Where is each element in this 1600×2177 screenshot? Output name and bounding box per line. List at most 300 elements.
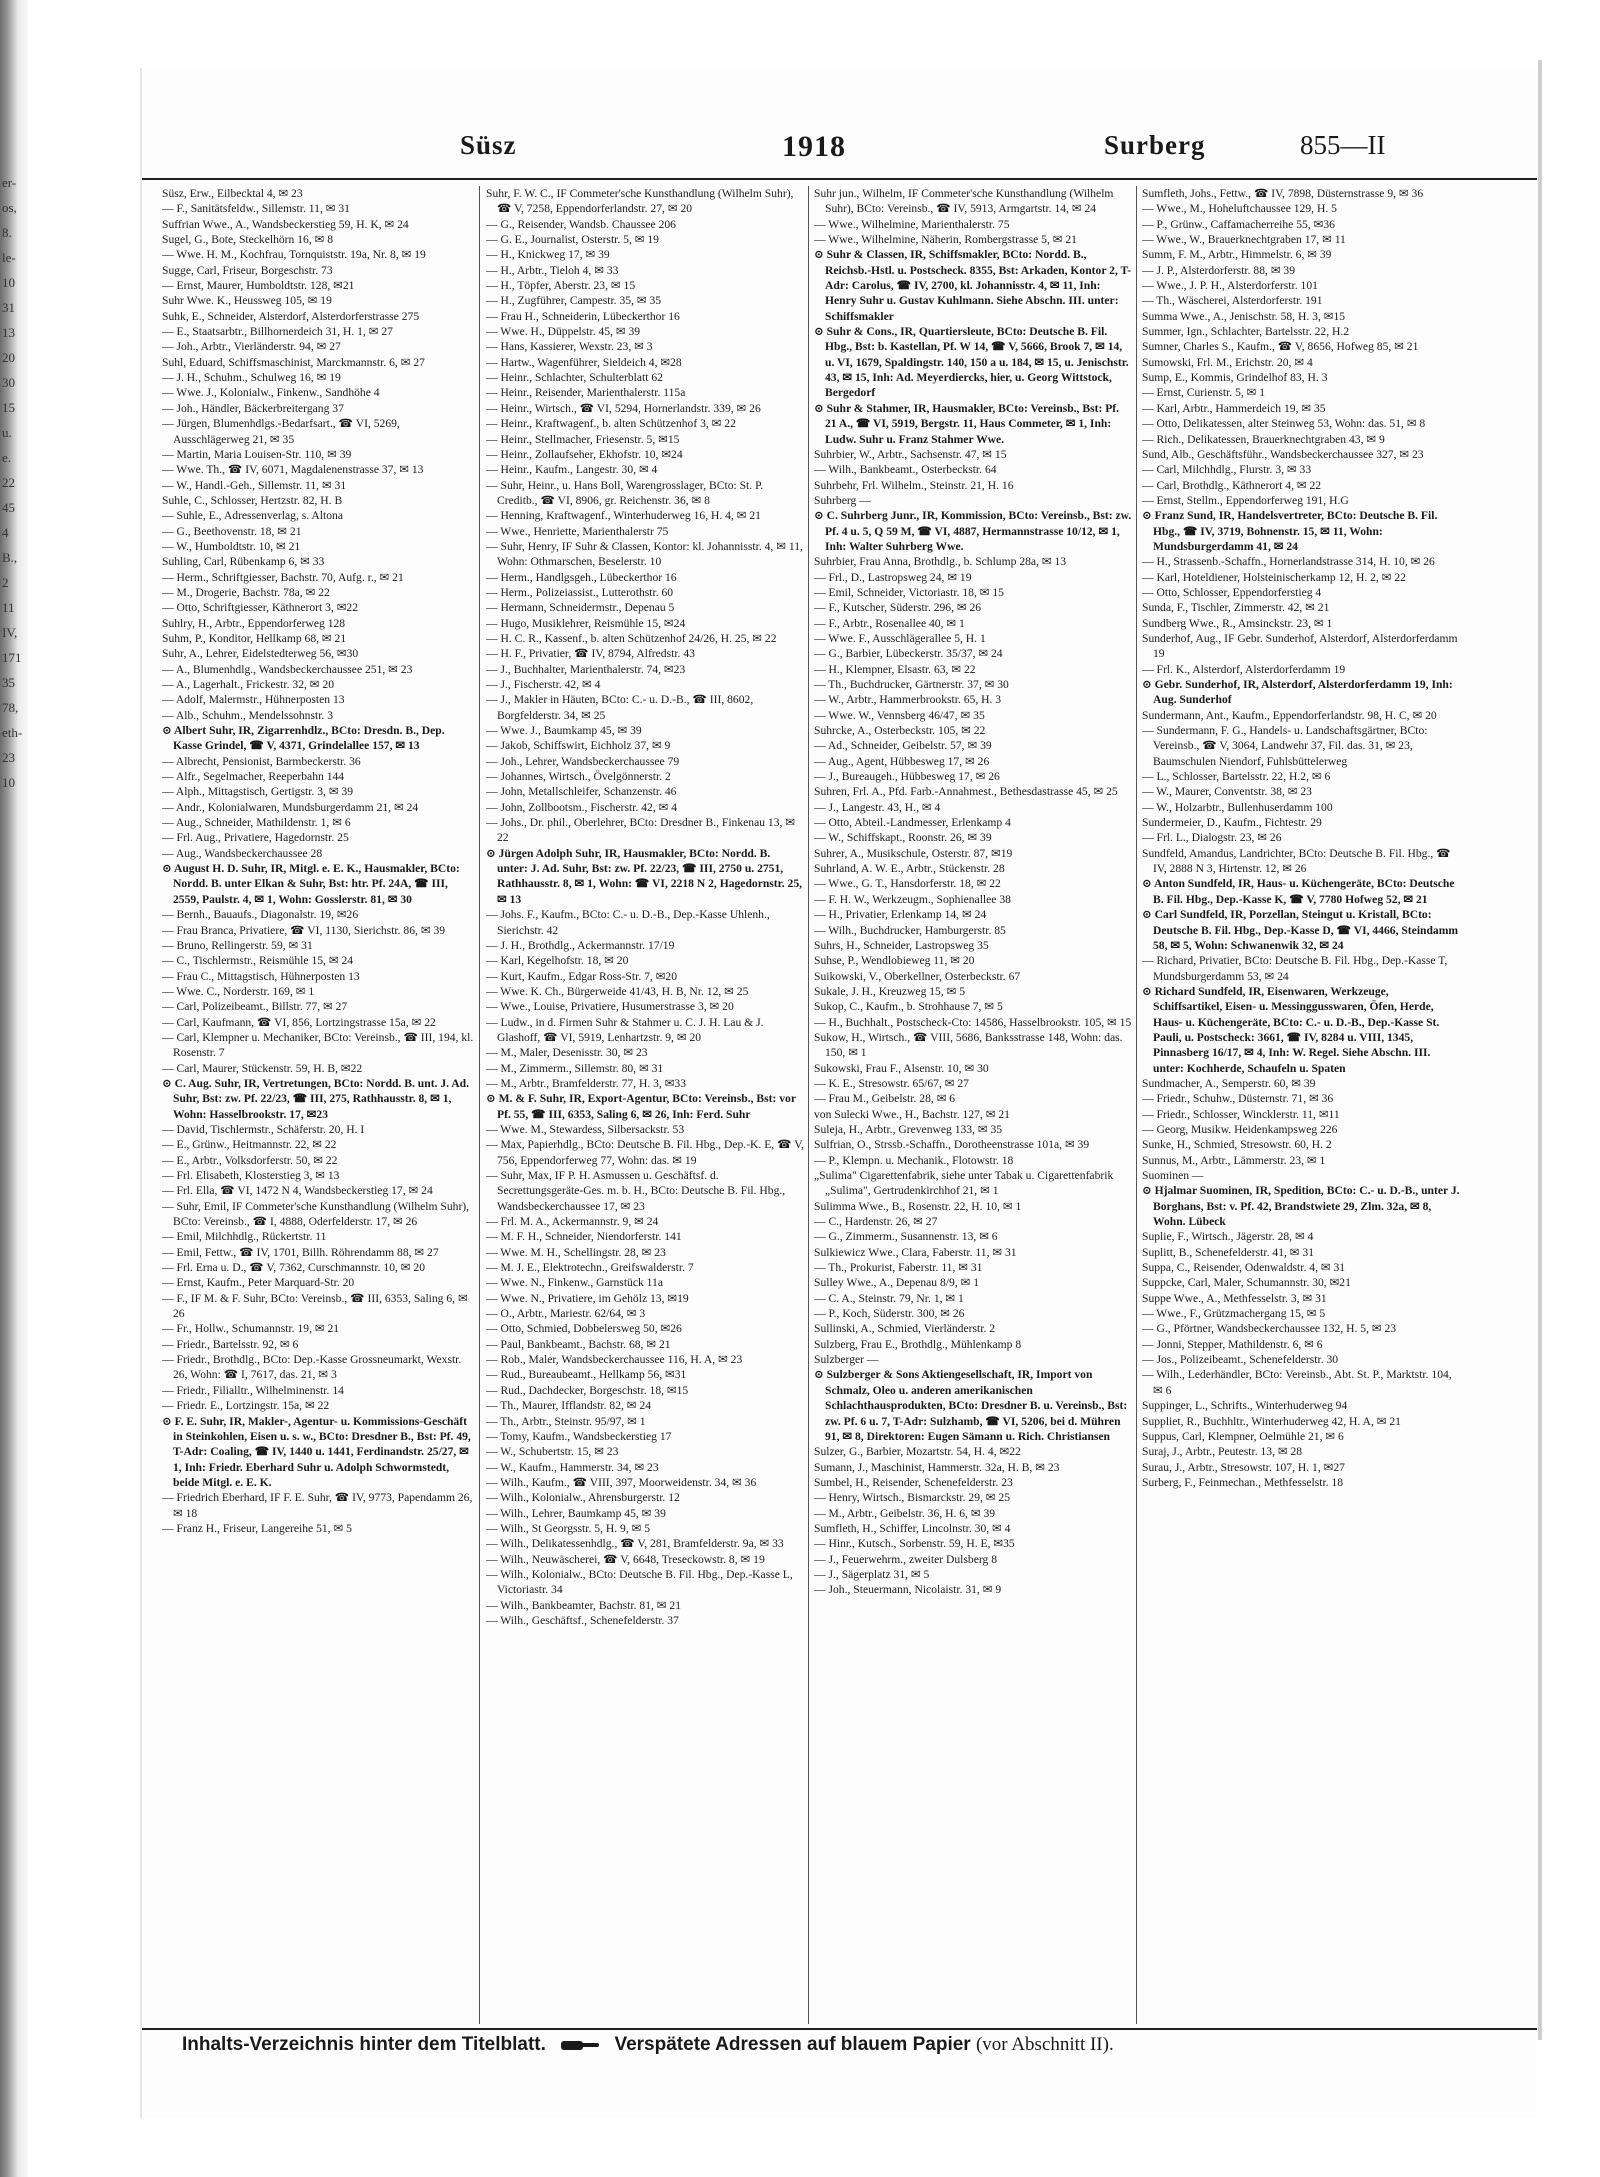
directory-entry: — Otto, Abteil.-Landmesser, Erlenkamp 4: [814, 816, 1011, 830]
directory-entry: — Friedr. E., Lortzingstr. 15a, ✉ 22: [162, 1399, 330, 1413]
directory-entry: — Otto, Delikatessen, alter Steinweg 53, Wohn: das. 51, ✉ 8: [1142, 417, 1426, 431]
directory-entry: — Henning, Kraftwagenf., Winterhuderweg 16, H. 4, ✉ 21: [486, 509, 761, 523]
directory-entry: Sulzberg, Frau E., Brothdlg., Mühlenkamp 8: [814, 1337, 1022, 1351]
directory-entry: ⊙ Anton Sundfeld, IR, Haus- u. Küchengeräte, BCto: Deutsche B. Fil. Hbg., Dep.-Kasse K, ☎ V, 7780 Hofweg 52, ✉ 21: [1142, 877, 1455, 906]
directory-entry: — Alb., Schuhm., Mendelssohnstr. 3: [162, 708, 334, 722]
directory-entry: — Wwe. J., Baumkamp 45, ✉ 39: [486, 724, 642, 738]
directory-entry: — Frau H., Schneiderin, Lübeckerthor 16: [486, 309, 680, 323]
margin-fragment: e.: [2, 450, 12, 465]
directory-entry: — Wwe., M., Hoheluftchaussee 129, H. 5: [1142, 202, 1337, 216]
directory-entry: — W., Arbtr., Hammerbrookstr. 65, H. 3: [814, 693, 1002, 707]
margin-fragment: 78,: [2, 700, 19, 715]
footer-index-note: Inhalts-Verzeichnis hinter dem Titelblatt.: [182, 2034, 546, 2055]
directory-entry: — Otto, Schlosser, Eppendorferstieg 4: [1142, 585, 1322, 599]
directory-entry: „Sulima" Cigarettenfabrik, siehe unter Tabak u. Cigarettenfabrik „Sulima", Gertrudenkirchhof 21, ✉ 1: [814, 1169, 1114, 1198]
directory-entry: — Rud., Bureaubeamt., Hellkamp 56, ✉31: [486, 1368, 687, 1382]
directory-entry: Sulley Wwe., A., Depenau 8/9, ✉ 1: [814, 1276, 980, 1290]
directory-entry: — Joh., Arbtr., Vierländerstr. 94, ✉ 27: [162, 340, 341, 354]
directory-entry: — H., Strassenb.-Schaffn., Hornerlandstrasse 314, H. 10, ✉ 26: [1142, 555, 1435, 569]
directory-entry: Suhrcke, A., Osterbeckstr. 105, ✉ 22: [814, 724, 986, 738]
directory-entry: — L., Schlosser, Bartelsstr. 22, H.2, ✉ 6: [1142, 770, 1331, 784]
directory-entry: — Frau C., Mittagstisch, Hühnerposten 13: [162, 969, 360, 983]
directory-entry: — F., Arbtr., Rosenallee 40, ✉ 1: [814, 616, 965, 630]
directory-entry: — G., Pförtner, Wandsbeckerchaussee 132, H. 5, ✉ 23: [1142, 1322, 1397, 1336]
directory-entry: — P., Koch, Süderstr. 300, ✉ 26: [814, 1307, 965, 1321]
directory-entry: — Adolf, Malermstr., Hühnerposten 13: [162, 693, 345, 707]
directory-entry: Sulzberger —: [814, 1353, 879, 1367]
directory-entry: — C. A., Steinstr. 79, Nr. 1, ✉ 1: [814, 1291, 964, 1305]
directory-entry: — Carl, Milchhdlg., Flurstr. 3, ✉ 33: [1142, 463, 1312, 477]
directory-entry: — Suhle, E., Adressenverlag, s. Altona: [162, 509, 343, 523]
directory-entry: — Jonni, Stepper, Mathildenstr. 6, ✉ 6: [1142, 1337, 1323, 1351]
directory-entry: Suffrian Wwe., A., Wandsbeckerstieg 59, H. K, ✉ 24: [162, 217, 409, 231]
directory-entry: — Jürgen, Blumenhdlgs.-Bedarfsart., ☎ VI, 5269, Ausschlägerweg 21, ✉ 35: [162, 417, 400, 446]
directory-entry: — M. J. E., Elektrotechn., Greifswalderstr. 7: [486, 1261, 694, 1275]
margin-fragment: 23: [2, 750, 15, 765]
directory-entry: — Carl, Polizeibeamt., Billstr. 77, ✉ 27: [162, 1000, 348, 1014]
directory-entry: — E., Arbtr., Volksdorferstr. 50, ✉ 22: [162, 1153, 338, 1167]
directory-entry: — J., Buchhalter, Marienthalerstr. 74, ✉23: [486, 662, 686, 676]
directory-entry: Sunda, F., Tischler, Zimmerstr. 42, ✉ 21: [1142, 601, 1330, 615]
directory-entry: — J., Feuerwehrm., zweiter Dulsberg 8: [814, 1552, 997, 1566]
column-4: [1142, 186, 1460, 2024]
directory-entry: Sukowski, Frau F., Alsenstr. 10, ✉ 30: [814, 1061, 989, 1075]
directory-entry: — Frau Branca, Privatiere, ☎ VI, 1130, Sierichstr. 86, ✉ 39: [162, 923, 446, 937]
directory-entry: Suhrbier, W., Arbtr., Sachsenstr. 47, ✉ 15: [814, 447, 1007, 461]
margin-fragment: u.: [2, 425, 12, 440]
directory-entry: ⊙ C. Aug. Suhr, IR, Vertretungen, BCto: Nordd. B. unt. J. Ad. Suhr, Bst: zw. Pf. 22/23, ☎ III, 275, Rathhausstr. 8, ✉ 1, Wohn: Hasselbrookstr. 17, ✉23: [162, 1076, 470, 1121]
directory-entry: — Ludw., in d. Firmen Suhr & Stahmer u. C. J. H. Lau & J. Glashoff, ☎ VI, 5919, Lenhartzstr. 9, ✉ 20: [486, 1015, 764, 1044]
directory-entry: — C., Tischlermstr., Reismühle 15, ✉ 24: [162, 954, 354, 968]
directory-entry: ⊙ Suhr & Classen, IR, Schiffsmakler, BCto: Nordd. B., Reichsb.-Hstl. u. Postscheck. 8355, Bst: Arkaden, Kontor 2, T-Adr: Carolus, ☎ IV, 2700, kl. Johannisstr. 4, ✉ 11, Inh: Henry Suhr u. Gustav Kuhlmann. Siehe Abschn. III. unter: Schiffsmakler: [814, 248, 1132, 323]
directory-entry: — Carl, Maurer, Stückenstr. 59, H. B, ✉22: [162, 1061, 363, 1075]
directory-entry: — Rob., Maler, Wandsbeckerchaussee 116, H. A, ✉ 23: [486, 1353, 743, 1367]
directory-entry: — E., Grünw., Heitmannstr. 22, ✉ 22: [162, 1138, 337, 1152]
directory-entry: — J., Fischerstr. 42, ✉ 4: [486, 678, 601, 691]
directory-entry: Sund, Alb., Geschäftsführ., Wandsbeckerchaussee 327, ✉ 23: [1142, 447, 1424, 461]
directory-entry: — Hinr., Kutsch., Sorbenstr. 59, H. E, ✉35: [814, 1537, 1015, 1551]
directory-entry: — Rich., Delikatessen, Brauerknechtgraben 43, ✉ 9: [1142, 432, 1385, 446]
directory-entry: ⊙ Suhr & Cons., IR, Quartiersleute, BCto: Deutsche B. Fil. Hbg., Bst: b. Kastellan, Pf. W 14, ☎ V, 5666, Brook 7, ✉ 14, u. VI, 1679, Spaldingstr. 140, 150 a u. 184, ✉ 15, u. Jenischstr. 43, ✉ 15, Inh: Ad. Meyerdiercks, hier, u. Georg Wittstock, Bergedorf: [814, 325, 1129, 400]
directory-entry: — Tomy, Kaufm., Wandsbeckerstieg 17: [486, 1429, 672, 1443]
directory-entry: Sumner, Charles S., Kaufm., ☎ V, 8656, Hofweg 85, ✉ 21: [1142, 340, 1419, 354]
directory-entry: Suleja, H., Arbtr., Grevenweg 133, ✉ 35: [814, 1122, 1003, 1136]
directory-entry: — Hartw., Wagenführer, Sieldeich 4, ✉28: [486, 355, 682, 369]
directory-entry: — Karl, Kegelhofstr. 18, ✉ 20: [486, 954, 629, 968]
directory-entry: Sundermeier, D., Kaufm., Fichtestr. 29: [1142, 816, 1322, 830]
directory-entry: ⊙ Sulzberger & Sons Aktiengesellschaft, IR, Import von Schmalz, Oleo u. anderen amerikanischen Schlachthausprodukten, BCto: Dresdner B. u. Vereinsb., Bst: zw. Pf. 6 u. 7, T-Adr: Sulzhamb, ☎ VI, 5206, bei d. Mühren 91, ✉ 8, Direktoren: Eugen Sämann u. Rich. Christiansen: [814, 1368, 1128, 1443]
directory-entry: — F. H. W., Werkzeugm., Sophienallee 38: [814, 892, 1011, 906]
column-divider: [808, 186, 809, 2024]
directory-entry: — K. E., Stresowstr. 65/67, ✉ 27: [814, 1076, 969, 1090]
directory-entry: — Ernst, Curienstr. 5, ✉ 1: [1142, 386, 1266, 400]
directory-entry: Suplitt, B., Schenefelderstr. 41, ✉ 31: [1142, 1245, 1315, 1259]
directory-entry: ⊙ Gebr. Sunderhof, IR, Alsterdorf, Alsterdorferdamm 19, Inh: Aug. Sunderhof: [1142, 678, 1453, 707]
margin-fragment: 11: [2, 600, 15, 615]
directory-entry: — H. F., Privatier, ☎ IV, 8794, Alfredstr. 43: [486, 647, 695, 661]
directory-entry: — Jos., Polizeibeamt., Schenefelderstr. 30: [1142, 1353, 1339, 1367]
margin-fragment: 30: [2, 375, 15, 390]
directory-entry: ⊙ M. & F. Suhr, IR, Export-Agentur, BCto: Vereinsb., Bst: vor Pf. 55, ☎ III, 6353, Saling 6, ✉ 26, Inh: Ferd. Suhr: [486, 1092, 796, 1121]
directory-entry: — Frl. Elisabeth, Klosterstieg 3, ✉ 13: [162, 1169, 340, 1182]
directory-entry: — Wilh., Kolonialw., BCto: Deutsche B. Fil. Hbg., Dep.-Kasse L, Victoriastr. 34: [486, 1567, 793, 1597]
directory-entry: — O., Arbtr., Mariestr. 62/64, ✉ 3: [486, 1307, 646, 1321]
directory-entry: — Georg, Musikw. Heidenkampsweg 226: [1142, 1122, 1338, 1136]
directory-entry: — Carl, Brothdlg., Käthnerort 4, ✉ 22: [1142, 478, 1322, 492]
directory-entry: — W., Holzarbtr., Bullenhuserdamm 100: [1142, 800, 1333, 814]
directory-entry: — Heinr., Schlachter, Schulterblatt 62: [486, 371, 663, 385]
directory-entry: — Ad., Schneider, Geibelstr. 57, ✉ 39: [814, 739, 992, 753]
directory-entry: — Aug., Agent, Hübbesweg 17, ✉ 26: [814, 754, 990, 768]
directory-entry: — Wilh., Delikatessenhdlg., ☎ V, 281, Bramfelderstr. 9a, ✉ 33: [486, 1537, 784, 1551]
directory-entry: — W., Schubertstr. 15, ✉ 23: [486, 1445, 619, 1459]
directory-entry: — Bernh., Bauaufs., Diagonalstr. 19, ✉26: [162, 908, 359, 922]
directory-entry: Suhm, P., Konditor, Hellkamp 68, ✉ 21: [162, 631, 347, 645]
directory-entry: — Friedr., Filialltr., Wilhelminenstr. 14: [162, 1383, 344, 1397]
directory-entry: Sundermann, Ant., Kaufm., Eppendorferlandstr. 98, H. C, ✉ 20: [1142, 708, 1437, 722]
directory-entry: ⊙ Richard Sundfeld, IR, Eisenwaren, Werkzeuge, Schiffsartikel, Eisen- u. Messinggusswaren, Öfen, Herde, Haus- u. Küchengeräte, BCto: C.- u. D.-B., Dep.-Kasse St. Pauli, u. Postscheck: 3661, ☎ IV, 8284 u. VIII, 1345, Pinnasberg 16/17, ✉ 4, Inh: W. Regel. Siehe Abschn. III. unter: Kochherde, Schaufeln u. Spaten: [1142, 984, 1440, 1075]
directory-entry: — Andr., Kolonialwaren, Mundsburgerdamm 21, ✉ 24: [162, 800, 419, 814]
directory-entry: — Ernst, Maurer, Humboldtstr. 128, ✉21: [162, 279, 355, 293]
column-divider: [1136, 186, 1137, 2024]
directory-entry: — H., Privatier, Erlenkamp 14, ✉ 24: [814, 908, 987, 922]
directory-entry: Sumfleth, H., Schiffer, Lincolnstr. 30, ✉ 4: [814, 1521, 1011, 1535]
directory-entry: — Suhr, Emil, IF Commeter'sche Kunsthandlung (Wilhelm Suhr), BCto: Vereinsb., ☎ I, 4888, Oderfelderstr. 17, ✉ 26: [162, 1199, 470, 1229]
directory-page: [140, 68, 1537, 2118]
directory-entry: — H., Klempner, Elsastr. 63, ✉ 22: [814, 662, 976, 676]
directory-entry: — W., Handl.-Geh., Sillemstr. 11, ✉ 31: [162, 478, 347, 492]
directory-entry: — Wwe. J., Kolonialw., Finkenw., Sandhöhe 4: [162, 386, 380, 400]
directory-entry: — F., IF M. & F. Suhr, BCto: Vereinsb., ☎ III, 6353, Saling 6, ✉ 26: [162, 1291, 468, 1321]
margin-fragment: 171: [2, 650, 22, 665]
directory-entry: Suhlry, H., Arbtr., Eppendorferweg 128: [162, 616, 346, 630]
directory-entry: ⊙ Carl Sundfeld, IR, Porzellan, Steingut u. Kristall, BCto: Deutsche B. Fil. Hbg., Dep.-Kasse D, ☎ VI, 4466, Steindamm 58, ✉ 5, Wohn: Schwanenwik 32, ✉ 24: [1142, 908, 1459, 952]
directory-entry: — A., Lagerhalt., Frickestr. 32, ✉ 20: [162, 678, 334, 691]
directory-entry: — Frl. Ella, ☎ VI, 1472 N 4, Wandsbeckerstieg 17, ✉ 24: [162, 1184, 433, 1198]
margin-fragment: 22: [2, 475, 15, 490]
directory-entry: — Herm., Schriftgiesser, Bachstr. 70, Aufg. r., ✉ 21: [162, 570, 404, 584]
margin-fragment: 2: [2, 575, 9, 590]
directory-entry: Suhrer, A., Musikschule, Osterstr. 87, ✉19: [814, 846, 1013, 860]
directory-entry: Sukale, J. H., Kreuzweg 15, ✉ 5: [814, 984, 966, 998]
directory-entry: Summa Wwe., A., Jenischstr. 58, H. 3, ✉15: [1142, 309, 1346, 323]
directory-entry: — J., Langestr. 43, H., ✉ 4: [814, 800, 941, 814]
directory-entry: Suikowski, V., Oberkellner, Osterbeckstr. 67: [814, 969, 1021, 983]
directory-entry: Summer, Ign., Schlachter, Bartelsstr. 22, H.2: [1142, 325, 1350, 339]
directory-entry: — Wwe., Louise, Privatiere, Husumerstrasse 3, ✉ 20: [486, 1000, 734, 1014]
directory-entry: — Heinr., Stellmacher, Friesenstr. 5, ✉15: [486, 432, 680, 446]
footer-rule: [142, 2028, 1537, 2030]
directory-entry: — Ernst, Stellm., Eppendorferweg 191, H.G: [1142, 493, 1349, 507]
directory-entry: Sumowski, Frl. M., Erichstr. 20, ✉ 4: [1142, 355, 1313, 369]
directory-entry: — G., Barbier, Lübeckerstr. 35/37, ✉ 24: [814, 647, 1003, 661]
directory-entry: — M., Maler, Desenisstr. 30, ✉ 23: [486, 1046, 648, 1060]
directory-entry: — Aug., Schneider, Mathildenstr. 1, ✉ 6: [162, 816, 351, 830]
directory-entry: — F., Sanitätsfeldw., Sillemstr. 11, ✉ 31: [162, 202, 350, 216]
margin-fragment: eth-: [2, 725, 23, 740]
directory-entry: — M., Arbtr., Bramfelderstr. 77, H. 3, ✉33: [486, 1076, 687, 1090]
directory-entry: Sulkiewicz Wwe., Clara, Faberstr. 11, ✉ 31: [814, 1245, 1017, 1259]
margin-fragment: 35: [2, 675, 15, 690]
directory-entry: — Friedr., Brothdlg., BCto: Dep.-Kasse Grossneumarkt, Wexstr. 26, Wohn: ☎ I, 7617, das. 21, ✉ 3: [162, 1353, 462, 1382]
directory-entry: ⊙ Albert Suhr, IR, Zigarrenhdlz., BCto: Dresdn. B., Dep. Kasse Grindel, ☎ V, 4371, Grindelallee 157, ✉ 13: [162, 724, 445, 753]
directory-entry: — Wwe. M. H., Schellingstr. 28, ✉ 23: [486, 1245, 666, 1259]
margin-fragment: le-: [2, 250, 16, 265]
directory-entry: — Wwe. W., Vennsberg 46/47, ✉ 35: [814, 708, 985, 722]
directory-entry: — M. F. H., Schneider, Niendorferstr. 141: [486, 1230, 682, 1244]
directory-entry: — Wwe., G. T., Hansdorferstr. 18, ✉ 22: [814, 877, 1001, 891]
directory-entry: Suhren, Frl. A., Pfd. Farb.-Annahmest., Bethesdastrasse 45, ✉ 25: [814, 785, 1118, 799]
directory-entry: — Otto, Schriftgiesser, Käthnerort 3, ✉22: [162, 601, 359, 615]
directory-entry: Suppinger, L., Schrifts., Winterhuderweg 94: [1142, 1399, 1348, 1413]
directory-entry: — Th., Maurer, Ifflandstr. 82, ✉ 24: [486, 1399, 651, 1413]
column-3: [814, 186, 1132, 2024]
footer-section-note: (vor Abschnitt II).: [975, 2034, 1114, 2055]
directory-entry: — Suhr, Henry, IF Suhr & Classen, Kontor: kl. Johannisstr. 4, ✉ 11, Wohn: Othmarschen, Beselerstr. 10: [486, 539, 803, 569]
directory-entry: Suhr jun., Wilhelm, IF Commeter'sche Kunsthandlung (Wilhelm Suhr), BCto: Vereinsb., ☎ IV, 5913, Armgartstr. 14, ✉ 24: [814, 187, 1114, 216]
column-1: [162, 186, 474, 2024]
page-footer: [182, 2034, 1502, 2066]
directory-entry: — Joh., Lehrer, Wandsbeckerchaussee 79: [486, 754, 680, 768]
page-right-edge: [1538, 60, 1542, 2040]
directory-entry: — Johs., Dr. phil., Oberlehrer, BCto: Dresdner B., Finkenau 13, ✉ 22: [486, 816, 796, 845]
directory-entry: ⊙ Franz Sund, IR, Handelsvertreter, BCto: Deutsche B. Fil. Hbg., ☎ IV, 3719, Bohnenstr. 15, ✉ 11, Wohn: Mundsburgerdamm 41, ✉ 24: [1142, 509, 1438, 553]
directory-entry: — Wilh., Lederhändler, BCto: Vereinsb., Abt. St. P., Marktstr. 104, ✉ 6: [1142, 1368, 1452, 1397]
directory-entry: — Frau M., Geibelstr. 28, ✉ 6: [814, 1092, 956, 1106]
directory-entry: — Emil, Schneider, Victoriastr. 18, ✉ 15: [814, 585, 1004, 599]
directory-entry: — J. H., Brothdlg., Ackermannstr. 17/19: [486, 938, 675, 952]
directory-entry: — Max, Papierhdlg., BCto: Deutsche B. Fil. Hbg., Dep.-K. E, ☎ V, 756, Eppendorferweg 77, Wohn: das. ✉ 19: [486, 1138, 804, 1167]
directory-entry: — C., Hardenstr. 26, ✉ 27: [814, 1215, 938, 1229]
margin-fragment: 20: [2, 350, 15, 365]
directory-entry: — Herm., Handlgsgeh., Lübeckerthor 16: [486, 570, 677, 584]
directory-entry: Suhse, P., Wendlobieweg 11, ✉ 20: [814, 954, 975, 968]
directory-entry: — Otto, Schmied, Dobbelersweg 50, ✉26: [486, 1322, 682, 1336]
directory-entry: — Emil, Fettw., ☎ IV, 1701, Billh. Röhrendamm 88, ✉ 27: [162, 1245, 439, 1259]
directory-entry: ⊙ August H. D. Suhr, IR, Mitgl. e. E. K., Hausmakler, BCto: Nordd. B. unter Elkan & Suhr, Bst: htr. Pf. 24A, ☎ III, 2559, Paulstr. 4, ✉ 1, Wohn: Gosslerstr. 81, ✉ 30: [162, 862, 460, 906]
directory-entry: — Wilh., St Georgsstr. 5, H. 9, ✉ 5: [486, 1521, 651, 1535]
margin-fragment: 13: [2, 325, 15, 340]
directory-entry: — Wwe. N., Finkenw., Garnstück 11a: [486, 1276, 663, 1290]
directory-entry: Sulzer, G., Barbier, Mozartstr. 54, H. 4, ✉22: [814, 1445, 1021, 1459]
directory-entry: — Hermann, Schneidermstr., Depenau 5: [486, 601, 675, 615]
directory-entry: — Joh., Steuermann, Nicolaistr. 31, ✉ 9: [814, 1583, 1002, 1597]
header-page-number: 855—II: [1300, 130, 1386, 160]
directory-entry: — Frl. Aug., Privatiere, Hagedornstr. 25: [162, 831, 349, 845]
directory-entry: — John, Metallschleifer, Schanzenstr. 46: [486, 785, 677, 799]
directory-entry: — W., Maurer, Conventstr. 38, ✉ 23: [1142, 785, 1312, 799]
directory-entry: Sukow, H., Wirtsch., ☎ VIII, 5686, Banksstrasse 148, Wohn: das. 150, ✉ 1: [814, 1030, 1123, 1060]
directory-entry: — J., Sägerplatz 31, ✉ 5: [814, 1567, 930, 1581]
directory-entry: — Wilh., Geschäftsf., Schenefelderstr. 37: [486, 1613, 679, 1627]
directory-entry: — Wwe., Wilhelmine, Näherin, Rombergstrasse 5, ✉ 21: [814, 233, 1077, 247]
directory-entry: — H., Töpfer, Aberstr. 23, ✉ 15: [486, 279, 636, 293]
directory-entry: — Wwe. H. M., Kochfrau, Tornquiststr. 19a, Nr. 8, ✉ 19: [162, 248, 426, 262]
directory-entry: Suplie, F., Wirtsch., Jägerstr. 28, ✉ 4: [1142, 1230, 1314, 1244]
directory-entry: — Alph., Mittagstisch, Gertigstr. 3, ✉ 39: [162, 785, 354, 799]
directory-entry: — Wwe., Henriette, Marienthalerstr 75: [486, 524, 669, 538]
header-rule: [142, 178, 1537, 180]
directory-entry: Sumfleth, Johs., Fettw., ☎ IV, 7898, Düsternstrasse 9, ✉ 36: [1142, 187, 1424, 200]
margin-fragment: 8.: [2, 225, 12, 240]
directory-entry: — Suhr, Heinr., u. Hans Boll, Warengrosslager, BCto: St. P. Creditb., ☎ VI, 8906, gr. Reichenstr. 36, ✉ 8: [486, 478, 764, 507]
directory-entry: Suppe Wwe., A., Methfesselstr. 3, ✉ 31: [1142, 1291, 1327, 1305]
directory-entry: — Ernst, Kaufm., Peter Marquard-Str. 20: [162, 1276, 355, 1290]
directory-entry: — Th., Prokurist, Faberstr. 11, ✉ 31: [814, 1261, 983, 1275]
directory-entry: — Heinr., Kaufm., Langestr. 30, ✉ 4: [486, 463, 658, 477]
directory-entry: — Wwe. K. Ch., Bürgerweide 41/43, H. B, Nr. 12, ✉ 25: [486, 984, 749, 998]
directory-entry: Suominen —: [1142, 1169, 1204, 1182]
directory-entry: Suraj, J., Arbtr., Peutestr. 13, ✉ 28: [1142, 1445, 1303, 1459]
directory-entry: Sunderhof, Aug., IF Gebr. Sunderhof, Alsterdorf, Alsterdorferdamm 19: [1142, 631, 1458, 661]
margin-fragment: 10: [2, 275, 15, 290]
directory-entry: ⊙ F. E. Suhr, IR, Makler-, Agentur- u. Kommissions-Geschäft in Steinkohlen, Eisen u. s. w., BCto: Dresdner B., Bst: Pf. 49, T-Adr: Coaling, ☎ IV, 1440 u. 1441, Ferdinandstr. 25/27, ✉ 1, Inh: Friedr. Eberhard Suhr u. Adolph Schwormstedt, beide Mitgl. e. E. K.: [162, 1414, 471, 1489]
directory-entry: — Emil, Milchhdlg., Rückertstr. 11: [162, 1230, 327, 1244]
directory-entry: — Henry, Wirtsch., Bismarckstr. 29, ✉ 25: [814, 1491, 1011, 1505]
directory-entry: — Richard, Privatier, BCto: Deutsche B. Fil. Hbg., Dep.-Kasse T, Mundsburgerdamm 53, ✉ 24: [1142, 954, 1448, 983]
directory-entry: — H., Knickweg 17, ✉ 39: [486, 248, 610, 262]
directory-entry: — Th., Buchdrucker, Gärtnerstr. 37, ✉ 30: [814, 678, 1009, 691]
directory-entry: — Th., Wäscherei, Alsterdorferstr. 191: [1142, 294, 1323, 308]
directory-entry: — J. P., Alsterdorferstr. 88, ✉ 39: [1142, 263, 1296, 277]
directory-entry: — Wwe. Th., ☎ IV, 6071, Magdalenenstrasse 37, ✉ 13: [162, 463, 424, 477]
directory-entry: — G., Beethovenstr. 18, ✉ 21: [162, 524, 302, 538]
directory-entry: — Frl. M. A., Ackermannstr. 9, ✉ 24: [486, 1215, 659, 1229]
directory-entry: — Wwe. H., Düppelstr. 45, ✉ 39: [486, 325, 641, 339]
directory-entry: Sumann, J., Maschinist, Hammerstr. 32a, H. B, ✉ 23: [814, 1460, 1060, 1474]
directory-entry: — W., Schiffskapt., Roonstr. 26, ✉ 39: [814, 831, 992, 845]
directory-entry: — G. E., Journalist, Osterstr. 5, ✉ 19: [486, 233, 659, 247]
directory-entry: ⊙ Hjalmar Suominen, IR, Spedition, BCto: C.- u. D.-B., unter J. Borghans, Bst: v. Pf. 42, Brandstwiete 29, Zlm. 32a, ✉ 8, Wohn. Lübeck: [1142, 1184, 1460, 1229]
directory-entry: — Heinr., Zollaufseher, Ekhofstr. 10, ✉24: [486, 447, 683, 461]
directory-entry: — E., Staatsarbtr., Billhornerdeich 31, H. 1, ✉ 27: [162, 325, 393, 339]
directory-entry: — Martin, Maria Louisen-Str. 110, ✉ 39: [162, 447, 352, 461]
directory-entry: — Suhr, Max, IF P. H. Asmussen u. Geschäftsf. d. Secrettungsgeräte-Ges. m. b. H., BCto: Deutsche B. Fil. Hbg., Wandsbeckerchaussee 17, ✉ 23: [486, 1169, 786, 1213]
directory-entry: ⊙ Suhr & Stahmer, IR, Hausmakler, BCto: Vereinsb., Bst: Pf. 21 A., ☎ VI, 5919, Bergstr. 11, Haus Commeter, ✉ 1, Inh: Ludw. Suhr u. Franz Stahmer Wwe.: [814, 401, 1120, 446]
margin-fragment: В.,: [2, 550, 18, 565]
directory-entry: — Aug., Wandsbeckerchaussee 28: [162, 846, 323, 860]
directory-entry: — M., Zimmerm., Sillemstr. 80, ✉ 31: [486, 1061, 664, 1075]
directory-entry: — Franz H., Friseur, Langereihe 51, ✉ 5: [162, 1521, 352, 1535]
directory-entry: Suhrs, H., Schneider, Lastropsweg 35: [814, 938, 989, 952]
directory-entry: Summ, F. M., Arbtr., Himmelstr. 6, ✉ 39: [1142, 248, 1332, 262]
directory-entry: Sundberg Wwe., R., Amsinckstr. 23, ✉ 1: [1142, 616, 1333, 630]
margin-fragment: er-: [2, 175, 17, 190]
directory-entry: Suhr, F. W. C., IF Commeter'sche Kunsthandlung (Wilhelm Suhr), ☎ V, 7258, Eppendorferlandstr. 27, ✉ 20: [486, 187, 794, 216]
directory-entry: — Carl, Kaufmann, ☎ VI, 856, Lortzingstrasse 15a, ✉ 22: [162, 1015, 436, 1029]
directory-entry: — Bruno, Rellingerstr. 59, ✉ 31: [162, 938, 313, 952]
directory-entry: — Wilh., Lehrer, Baumkamp 45, ✉ 39: [486, 1506, 666, 1520]
directory-entry: Suhrberg —: [814, 493, 871, 507]
directory-entry: — Friedr., Schuhw., Düsternstr. 71, ✉ 36: [1142, 1092, 1334, 1106]
directory-entry: — F., Kutscher, Süderstr. 296, ✉ 26: [814, 601, 982, 615]
directory-entry: Suppliet, R., Buchhltr., Winterhuderweg 42, H. A, ✉ 21: [1142, 1414, 1401, 1428]
directory-entry: Sullinski, A., Schmied, Vierländerstr. 2: [814, 1322, 996, 1336]
directory-entry: Suhle, C., Schlosser, Hertzstr. 82, H. B: [162, 493, 343, 507]
directory-entry: — Joh., Händler, Bäckerbreitergang 37: [162, 401, 344, 415]
directory-entry: — Herm., Polizeiassist., Lutterothstr. 60: [486, 585, 674, 599]
directory-entry: — Johs. F., Kaufm., BCto: C.- u. D.-B., Dep.-Kasse Uhlenh., Sierichstr. 42: [486, 908, 770, 937]
directory-entry: — Frl. Erna u. D., ☎ V, 7362, Curschmannstr. 10, ✉ 20: [162, 1261, 426, 1275]
column-2: [486, 186, 804, 2024]
margin-fragment: 31: [2, 300, 15, 315]
directory-entry: — Wwe., J. P. H., Alsterdorferstr. 101: [1142, 279, 1318, 293]
directory-entry: — Wwe. C., Norderstr. 169, ✉ 1: [162, 984, 315, 998]
directory-entry: — Th., Arbtr., Steinstr. 95/97, ✉ 1: [486, 1414, 646, 1428]
directory-entry: Suhl, Eduard, Schiffsmaschinist, Marckmannstr. 6, ✉ 27: [162, 355, 425, 369]
directory-entry: — Hugo, Musiklehrer, Reismühle 15, ✉24: [486, 616, 686, 630]
directory-entry: — Fr., Hollw., Schumannstr. 19, ✉ 21: [162, 1322, 340, 1336]
directory-entry: — J., Makler in Häuten, BCto: C.- u. D.-B., ☎ III, 8602, Borgfelderstr. 34, ✉ 25: [486, 693, 754, 722]
margin-fragment: os,: [2, 200, 17, 215]
directory-entry: — Frl., D., Lastropsweg 24, ✉ 19: [814, 570, 972, 584]
directory-entry: — Frl. K., Alsterdorf, Alsterdorferdamm 19: [1142, 662, 1346, 676]
directory-entry: — A., Blumenhdlg., Wandsbeckerchaussee 251, ✉ 23: [162, 662, 413, 676]
directory-entry: — Wwe., W., Brauerknechtgraben 17, ✉ 11: [1142, 233, 1346, 247]
margin-fragment: 15: [2, 400, 15, 415]
directory-entry: Sulimma Wwe., B., Rosenstr. 22, H. 10, ✉ 1: [814, 1199, 1022, 1213]
margin-fragment: IV,: [2, 625, 18, 640]
directory-entry: Sulfrian, O., Strssb.-Schaffn., Dorotheenstrasse 101a, ✉ 39: [814, 1138, 1090, 1152]
directory-entry: — Heinr., Reisender, Marienthalerstr. 115a: [486, 386, 686, 400]
directory-entry: — Jakob, Schiffswirt, Eichholz 37, ✉ 9: [486, 739, 671, 753]
directory-entry: — Karl, Arbtr., Hammerdeich 19, ✉ 35: [1142, 401, 1326, 415]
directory-entry: Süsz, Erw., Eilbecktal 4, ✉ 23: [162, 187, 303, 200]
directory-entry: — W., Humboldtstr. 10, ✉ 21: [162, 539, 301, 553]
directory-entry: Suppa, C., Reisender, Odenwaldstr. 4, ✉ 31: [1142, 1261, 1346, 1275]
directory-entry: Suhr Wwe. K., Heussweg 105, ✉ 19: [162, 294, 332, 308]
directory-entry: — H., Buchhalt., Postscheck-Cto: 14586, Hasselbrookstr. 105, ✉ 15: [814, 1015, 1132, 1029]
directory-entry: — H. C. R., Kassenf., b. alten Schützenhof 24/26, H. 25, ✉ 22: [486, 631, 777, 645]
directory-entry: — Wilh., Kolonialw., Ahrensburgerstr. 12: [486, 1491, 680, 1505]
directory-entry: Sump, E., Kommis, Grindelhof 83, H. 3: [1142, 371, 1328, 385]
directory-entry: — Wilh., Buchdrucker, Hamburgerstr. 85: [814, 923, 1006, 937]
directory-entry: Sundmacher, A., Semperstr. 60, ✉ 39: [1142, 1076, 1316, 1090]
directory-entry: — H., Zugführer, Campestr. 35, ✉ 35: [486, 294, 662, 308]
directory-entry: — Karl, Hoteldiener, Holsteinischerkamp 12, H. 2, ✉ 22: [1142, 570, 1406, 584]
directory-entry: — Wwe. F., Ausschlägerallee 5, H. 1: [814, 631, 986, 645]
directory-entry: ⊙ C. Suhrberg Junr., IR, Kommission, BCto: Vereinsb., Bst: zw. Pf. 4 u. 5, Q 59 M, ☎ VI, 4887, Hermannstrasse 10/12, ✉ 1, Inh: Walter Suhrberg Wwe.: [814, 509, 1132, 553]
directory-entry: Suhr, A., Lehrer, Eidelstedterweg 56, ✉30: [162, 647, 359, 661]
directory-entry: Surberg, F., Feinmechan., Methfesselstr. 18: [1142, 1475, 1344, 1489]
directory-entry: — Friedr., Bartelsstr. 92, ✉ 6: [162, 1337, 299, 1351]
directory-entry: Sundfeld, Amandus, Landrichter, BCto: Deutsche B. Fil. Hbg., ☎ IV, 2888 N 3, Hirtenstr. 12, ✉ 26: [1142, 846, 1451, 876]
directory-entry: Suhrland, A. W. E., Arbtr., Stückenstr. 28: [814, 862, 1005, 876]
directory-entry: — Wilh., Kaufm., ☎ VIII, 397, Moorweidenstr. 34, ✉ 36: [486, 1475, 757, 1489]
directory-entry: — H., Arbtr., Tieloh 4, ✉ 33: [486, 263, 619, 277]
directory-entry: Suppcke, Carl, Maler, Schumannstr. 30, ✉21: [1142, 1276, 1351, 1290]
header-last-name: Surberg: [1104, 130, 1206, 160]
directory-columns: [142, 186, 1537, 2024]
directory-entry: — Heinr., Kraftwagenf., b. alten Schützenhof 3, ✉ 22: [486, 417, 736, 431]
directory-entry: — Rud., Dachdecker, Borgeschstr. 18, ✉15: [486, 1383, 689, 1397]
directory-entry: — Wwe., F., Grützmachergang 15, ✉ 5: [1142, 1307, 1326, 1321]
directory-entry: — M., Drogerie, Bachstr. 78a, ✉ 22: [162, 585, 330, 599]
pointing-hand-icon: [561, 2038, 599, 2052]
directory-entry: — John, Zollbootsm., Fischerstr. 42, ✉ 4: [486, 800, 678, 814]
directory-entry: — G., Reisender, Wandsb. Chaussee 206: [486, 217, 676, 231]
directory-entry: — Wwe. N., Privatiere, im Gehölz 13, ✉19: [486, 1291, 689, 1305]
directory-entry: — G., Zimmerm., Susannenstr. 13, ✉ 6: [814, 1230, 998, 1244]
directory-entry: — W., Kaufm., Hammerstr. 34, ✉ 23: [486, 1460, 659, 1474]
directory-entry: Sunnus, M., Arbtr., Lämmerstr. 23, ✉ 1: [1142, 1153, 1326, 1167]
header-year: 1918: [782, 130, 846, 163]
directory-entry: — P., Grünw., Caffamacherreihe 55, ✉36: [1142, 217, 1335, 231]
directory-entry: Sukop, C., Kaufm., b. Strohhause 7, ✉ 5: [814, 1000, 1003, 1014]
page-header: [142, 130, 1537, 170]
directory-entry: — Wilh., Bankbeamter, Bachstr. 81, ✉ 21: [486, 1598, 682, 1612]
margin-fragment: 4: [2, 525, 9, 540]
